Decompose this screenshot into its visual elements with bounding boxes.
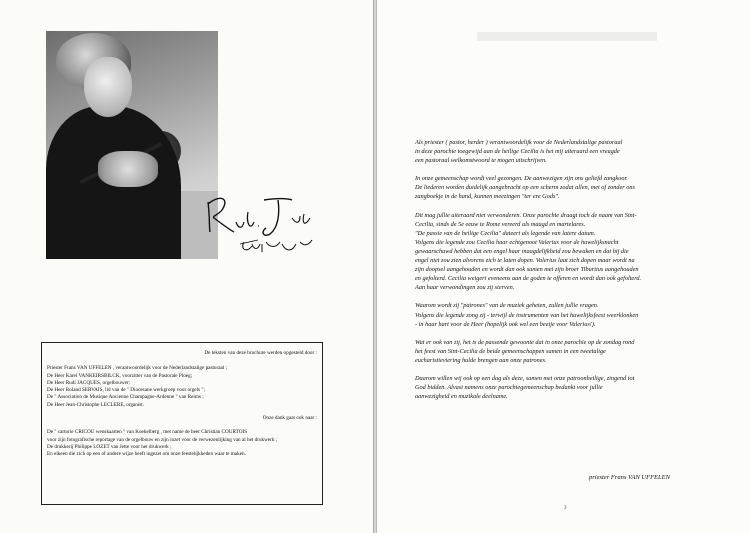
text-line: eucharistieviering hulde brengen aan onze patrones. <box>415 356 547 364</box>
credit-line: De Heer Rudi JACQUES, orgelbouwer; <box>47 379 131 386</box>
text-line: Cecilia, sinds de 5e eeuw te Rome vereerd als maagd en martelares. <box>415 220 586 228</box>
thanks-line: En elkeen die zich op een of andere wijze heeft ingezet om onze feestelijkheden waar te maken. <box>47 451 246 458</box>
text-line: en gefolterd. Cecilia weigert eveneens aan de goden te offeren en wordt dan ook gefolterd. <box>415 275 642 283</box>
right-page <box>377 0 750 533</box>
text-line: zijn doopsel aangehouden en wordt dan ook samen met zijn broer Tiburtius aangehouden <box>415 266 639 274</box>
text-line: De liederen worden duidelijk aangebracht op een scherm zodat allen, met of zonder ons <box>415 184 635 192</box>
author-signature-name: priester Frans VAN UFFELEN <box>589 474 670 481</box>
credit-line: De " Association de Musique Ancienne Champagne-Ardenne " van Reims ; <box>47 394 204 401</box>
paragraph <box>415 374 725 401</box>
credits-heading: De teksten van deze brochure werden opgesteld door : <box>204 350 317 356</box>
credit-line: De Heer Jean-Christophe LECLERE, organist. <box>47 401 145 408</box>
text-line: In onze gemeenschap wordt veel gezongen. De aanwezigen zijn ons geliefd zangkoor. <box>415 175 628 183</box>
text-line: zangboekje in de hand, kunnen meezingen "ter ere Gods". <box>415 193 560 201</box>
text-line: God bidden. Alvast namens onze parochiegemeenschap bedankt voor jullie <box>415 384 603 392</box>
paragraph <box>415 301 725 328</box>
organ-builder-photo <box>46 31 218 259</box>
text-line: in deze parochie toegewijd aan de heilige Cecilia is het mij uiteraard een vreugde <box>415 148 620 156</box>
paragraph <box>415 138 725 165</box>
text-line: Waarom wordt zij "patrones" van de muziek geheten, zullen jullie vragen. <box>415 302 599 310</box>
paragraph <box>415 211 725 293</box>
text-line: het feest van Sint-Cecilia de beide gemeenschappen samen in een tweetalige <box>415 347 606 355</box>
thanks-line: De drukkerij Philippe LOZET van Jette voor het drukwerk ; <box>47 443 172 450</box>
credit-line: Priester Frans VAN UFFELEN , verantwoordelijk voor de Nederlandstalige pastoraal ; <box>47 365 228 372</box>
credit-line: De Heer Karel VANKEIRSBILCK, voorzitter van de Pastorale Ploeg; <box>47 372 193 379</box>
thanks-line: voor zijn fotografische reportage van de orgelbouw en zijn inzet voor de verwezenlijking van al het drukwerk ; <box>47 436 278 443</box>
text-line: Dit mag jullie uiteraard niet verwonderen. Onze parochie draagt toch de naam van Sint- <box>415 211 637 219</box>
photo-face <box>84 57 132 117</box>
paragraph <box>415 174 725 201</box>
page-number: 3 <box>564 506 567 511</box>
text-line: Wat er ook van zij, het is de passende gewoonte dat in onze parochie op de zondag rond <box>415 338 635 346</box>
thanks-line: De " cartorie CRICOU wenskaarten " van Koekelberg , met name de heer Christian COURTOIS <box>47 429 248 436</box>
show-through-title <box>477 32 657 41</box>
credit-line: De Heer Roland SERVAIS, lid van de " Diocesane werkgroep voor orgels "; <box>47 387 205 394</box>
text-line: Volgens die legende zong zij - terwijl de instrumenten van het huwelijksfeest weerklonken <box>415 311 639 319</box>
paragraph <box>415 338 725 365</box>
text-line: Als priester ( pastor, herder ) verantwoordelijk voor de Nederlandstalige pastoraal <box>415 139 623 146</box>
text-line: - in haar hart voor de Heer (hopelijk ook wel een beetje voor Valerius!). <box>415 320 596 328</box>
pastoral-welcome-text <box>415 138 725 410</box>
credits-box <box>41 342 323 505</box>
text-line: Daarom willen wij ook op een dag als deze, samen met onze patroonheilige, zingend tot <box>415 374 635 382</box>
thanks-heading: Onze dank gaat ook naar : <box>262 415 317 422</box>
text-line: aanwezigheid en muzikale deelname. <box>415 393 508 401</box>
left-page <box>0 0 373 533</box>
text-line: engel niet zou zien alvorens zich te laten dopen. Valerius laat zich dopen maar wordt na <box>415 257 635 265</box>
text-line: Volgens die legende zou Cecilia haar echtgenoot Valerius voor de huwelijksnacht <box>415 238 619 246</box>
text-line: "De passie van de heilige Cecilia" dateert als legende van latere datum. <box>415 229 596 237</box>
photo-hands <box>98 151 158 187</box>
handwritten-signature <box>200 188 318 260</box>
text-line: een pastoraal welkomstwoord te mogen uitschrijven. <box>415 157 547 165</box>
text-line: Aan haar verwondingen zou zij sterven. <box>415 284 515 292</box>
text-line: gewaarschuwd hebben dat een engel haar maagdelijkheid zou bewaken en dat hij die <box>415 247 629 255</box>
